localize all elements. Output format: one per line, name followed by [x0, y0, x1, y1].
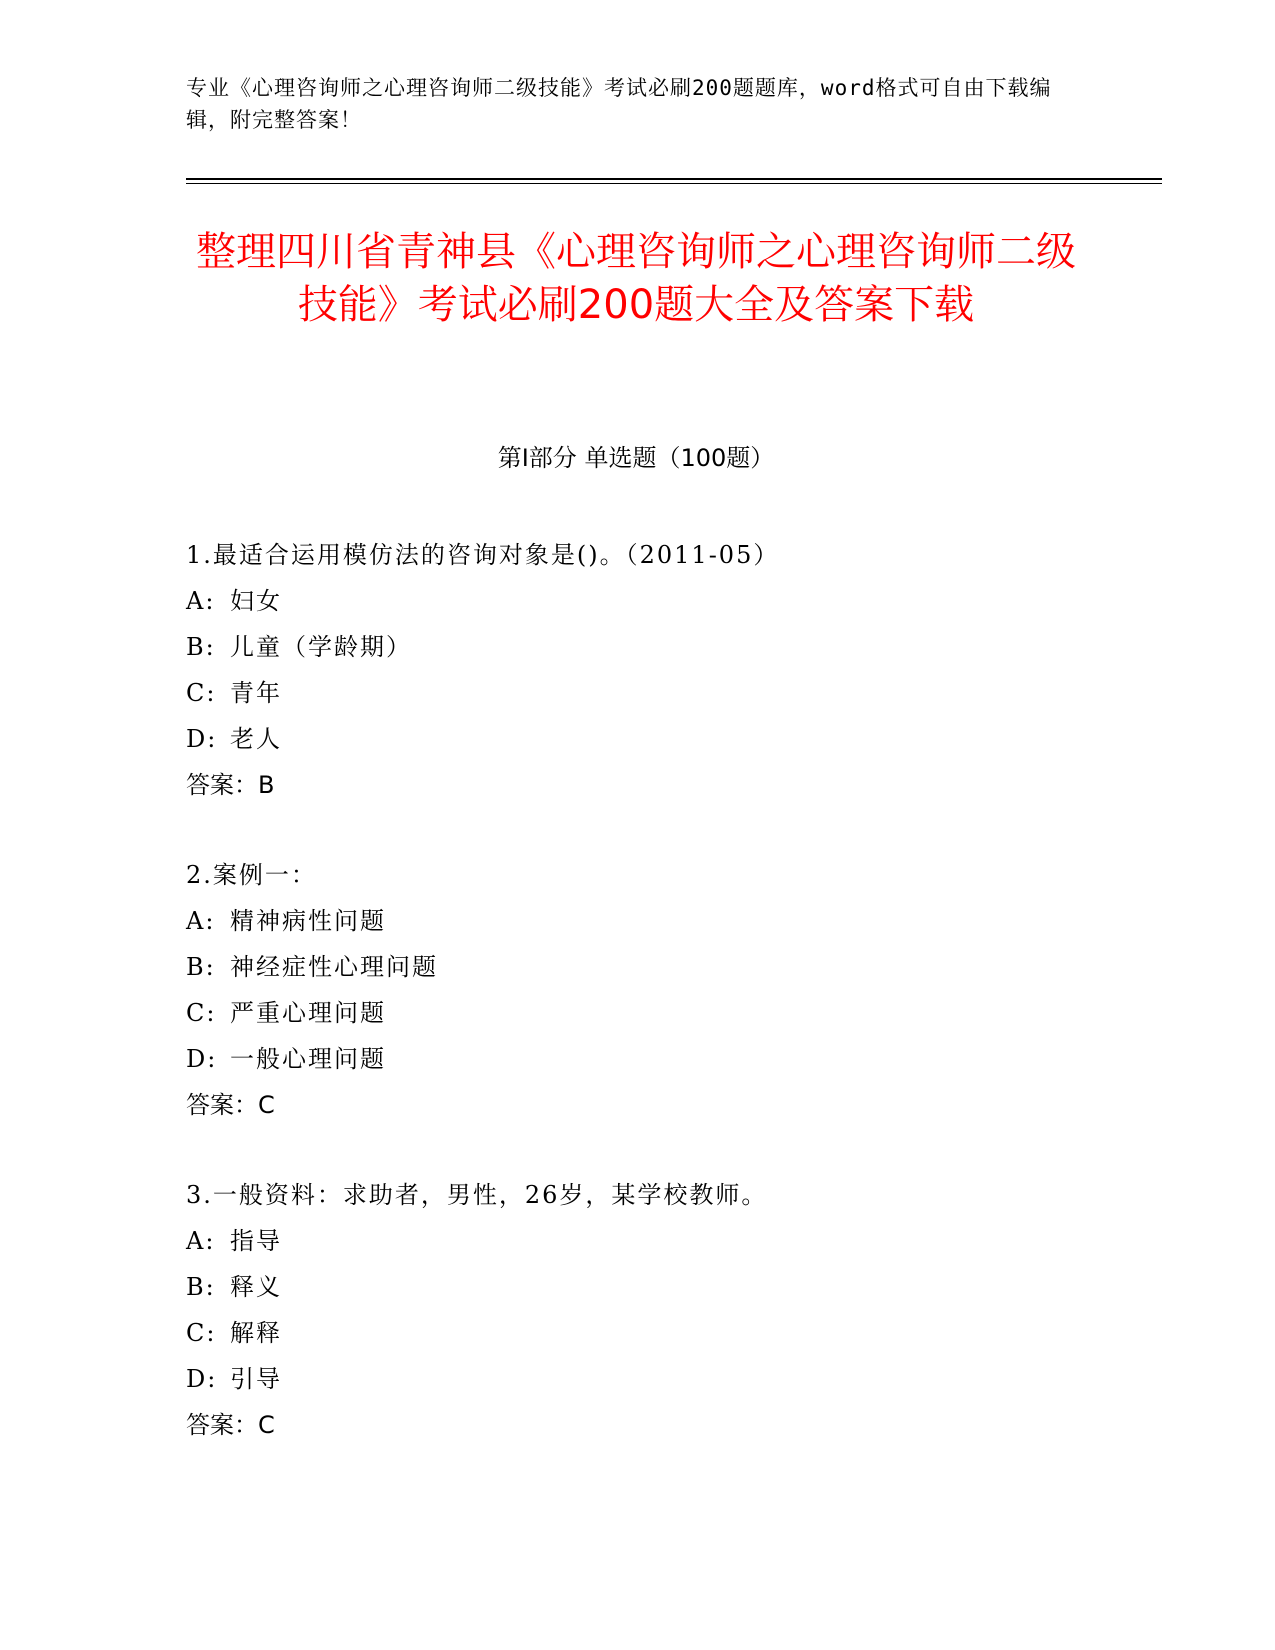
option-a [186, 898, 1106, 944]
option-text: 儿童（学龄期） [230, 633, 412, 661]
option-b [186, 1264, 1106, 1310]
answer: 答案：B [186, 771, 275, 799]
option-c [186, 1310, 1106, 1356]
option-text: 引导 [230, 1365, 282, 1393]
option-letter: D: [186, 1045, 218, 1073]
option-letter: C: [186, 679, 217, 707]
option-d [186, 1036, 1106, 1082]
question-stem: 3.一般资料：求助者，男性，26岁，某学校教师。 [186, 1181, 768, 1209]
option-a [186, 578, 1106, 624]
option-d [186, 1356, 1106, 1402]
option-text: 指导 [230, 1227, 282, 1255]
option-letter: B: [186, 1273, 216, 1301]
option-a [186, 1218, 1106, 1264]
option-text: 严重心理问题 [230, 999, 386, 1027]
option-letter: C: [186, 999, 217, 1027]
option-text: 神经症性心理问题 [230, 953, 438, 981]
option-text: 一般心理问题 [230, 1045, 386, 1073]
question-2 [186, 852, 1106, 1128]
answer: 答案：C [186, 1091, 275, 1119]
option-c [186, 990, 1106, 1036]
question-stem: 1.最适合运用模仿法的咨询对象是()。（2011-05） [186, 541, 780, 569]
question-3 [186, 1172, 1106, 1448]
option-c [186, 670, 1106, 716]
option-letter: B: [186, 953, 216, 981]
header-divider-thick [186, 178, 1162, 180]
option-text: 青年 [230, 679, 282, 707]
answer: 答案：C [186, 1411, 275, 1439]
option-b [186, 944, 1106, 990]
option-text: 老人 [230, 725, 282, 753]
option-letter: A: [186, 907, 216, 935]
option-letter: B: [186, 633, 216, 661]
option-text: 妇女 [230, 587, 282, 615]
question-stem: 2.案例一： [186, 861, 317, 889]
option-letter: D: [186, 725, 218, 753]
option-letter: C: [186, 1319, 217, 1347]
option-b [186, 624, 1106, 670]
option-text: 精神病性问题 [230, 907, 386, 935]
option-letter: D: [186, 1365, 218, 1393]
question-1 [186, 532, 1106, 808]
option-text: 解释 [230, 1319, 282, 1347]
option-letter: A: [186, 1227, 216, 1255]
document-title: 整理四川省青神县《心理咨询师之心理咨询师二级技能》考试必刷200题大全及答案下载 [196, 229, 1076, 328]
option-text: 释义 [230, 1273, 282, 1301]
header-note: 专业《心理咨询师之心理咨询师二级技能》考试必刷200题题库，word格式可自由下载编辑，附完整答案！ [186, 76, 1052, 132]
section-heading: 第Ⅰ部分 单选题（100题） [497, 444, 775, 472]
header-divider-thin [186, 183, 1162, 184]
option-letter: A: [186, 587, 216, 615]
option-d [186, 716, 1106, 762]
